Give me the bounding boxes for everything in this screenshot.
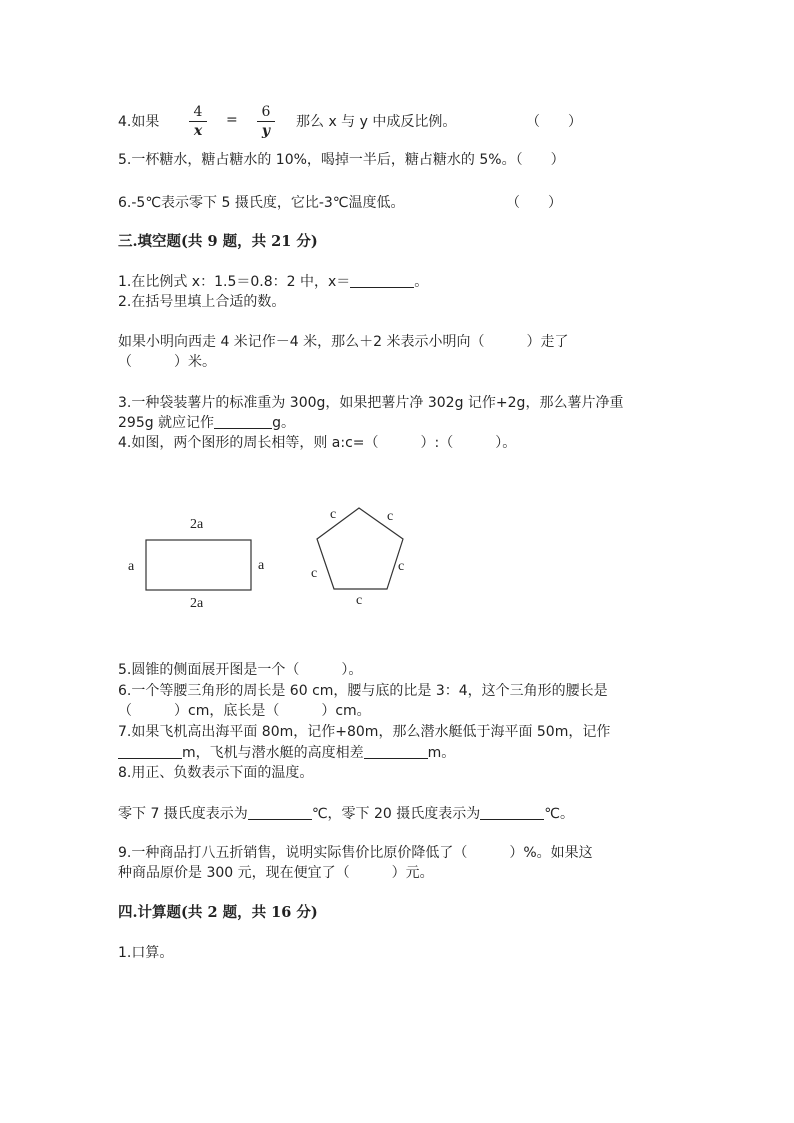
section-3-title: 三.填空题(共 9 题，共 21 分) [118,233,318,250]
f8-text-3: ℃。 [544,806,574,822]
f1-text: 1.在比例式 x：1.5＝0.8：2 中，x＝ [118,274,351,290]
fraction-6-over-y [256,103,276,140]
fraction-4-over-x [188,103,208,140]
rect-right-label: a [258,558,265,573]
pentagon-label: c [356,593,363,608]
f3-unit: g。 [272,415,295,431]
f6-line-2: （ ）cm，底长是（ ）cm。 [118,703,371,719]
f8-line-2 [118,804,574,824]
q4-suffix: 那么 x 与 y 中成反比例。 [296,114,457,130]
perimeter-figure [110,495,420,615]
f2-line-3: （ ）米。 [118,354,216,370]
fill-question-1 [118,272,428,292]
fill-question-7: 7.如果飞机高出海平面 80m，记作+80m，那么潜水艇低于海平面 50m，记作 [118,724,611,740]
f8-text-2: ℃，零下 20 摄氏度表示为 [311,806,481,822]
rectangle-shape [146,540,251,590]
f8-text-1: 零下 7 摄氏度表示为 [118,806,248,822]
f7-line-2 [118,743,455,763]
f7-unit: m。 [427,745,456,761]
f3-line-2 [118,413,295,433]
pentagon-label: c [398,559,405,574]
q4-answer-paren: （ ） [526,114,582,130]
pentagon-label: c [387,509,394,524]
fill-question-4: 4.如图，两个图形的周长相等，则 a:c=（ ）:（ ）。 [118,435,517,451]
fraction-denominator: x [193,123,203,139]
rect-top-label: 2a [190,517,204,532]
pentagon-label: c [311,566,318,581]
rect-left-label: a [128,559,135,574]
f1-end: 。 [414,274,429,290]
q4-prefix: 4.如果 [118,114,160,130]
question-6: 6.-5℃表示零下 5 摄氏度，它比-3℃温度低。 [118,195,405,211]
f9-line-2: 种商品原价是 300 元，现在便宜了（ ）元。 [118,865,434,881]
fill-question-3: 3.一种袋装薯片的标准重为 300g，如果把薯片净 302g 记作+2g，那么薯片净重 [118,395,624,411]
pentagon-label: c [330,507,337,522]
fill-question-6: 6.一个等腰三角形的周长是 60 cm，腰与底的比是 3：4，这个三角形的腰长是 [118,683,608,699]
section-4-title: 四.计算题(共 2 题，共 16 分) [118,904,318,921]
question-5: 5.一杯糖水，糖占糖水的 10%，喝掉一半后，糖占糖水的 5%。（ ） [118,152,565,168]
f7-text: m，飞机与潜水艇的高度相差 [182,745,364,761]
q6-answer-paren: （ ） [506,195,562,211]
fraction-numerator: 6 [261,104,271,120]
f2-line-2: 如果小明向西走 4 米记作－4 米，那么＋2 米表示小明向（ ）走了 [118,334,569,350]
fill-question-2: 2.在括号里填上合适的数。 [118,294,286,310]
f3-text: 295g 就应记作 [118,415,215,431]
equals-sign: = [226,112,238,128]
fraction-denominator: y [261,123,271,139]
rect-bottom-label: 2a [190,596,204,611]
answer-blank[interactable] [248,805,312,820]
fill-question-8: 8.用正、负数表示下面的温度。 [118,765,314,781]
answer-blank[interactable] [364,744,428,759]
fill-question-5: 5.圆锥的侧面展开图是一个（ ）。 [118,662,363,678]
fill-question-9: 9.一种商品打八五折销售，说明实际售价比原价降低了（ ）%。如果这 [118,845,593,861]
fraction-numerator: 4 [193,104,203,120]
calc-question-1: 1.口算。 [118,945,174,961]
answer-blank[interactable] [350,273,414,288]
answer-blank[interactable] [214,414,272,429]
answer-blank[interactable] [118,744,182,759]
answer-blank[interactable] [480,805,544,820]
